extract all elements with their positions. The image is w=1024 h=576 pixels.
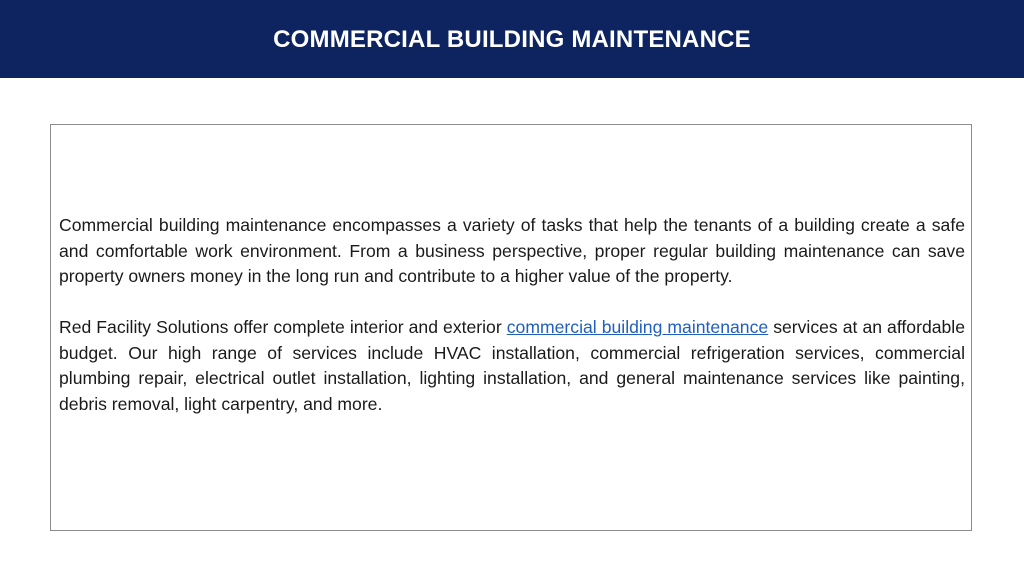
title-banner — [0, 0, 1024, 78]
paragraph-intro: Commercial building maintenance encompasses a variety of tasks that help the tenants of a building create a safe and comfortable work environment. From a business perspective, proper regular building maintenance can save property owners money in the long run and contribute to a higher value of the property. — [59, 215, 965, 286]
services-text-start: Red Facility Solutions offer complete interior and exterior — [59, 317, 507, 337]
slide-title: COMMERCIAL BUILDING MAINTENANCE — [273, 26, 751, 53]
services-text-end: services at an affordable budget. Our high range of services include HVAC installation, commercial refrigeration services, commercial plumbing repair, electrical outlet installation, lighting installation, and general maintenance services like painting, debris removal, light carpentry, and more. — [59, 317, 965, 414]
commercial-building-maintenance-link[interactable]: commercial building maintenance — [506, 317, 769, 337]
content-box — [50, 124, 972, 531]
paragraph-services — [59, 315, 965, 417]
body-text — [59, 213, 965, 417]
